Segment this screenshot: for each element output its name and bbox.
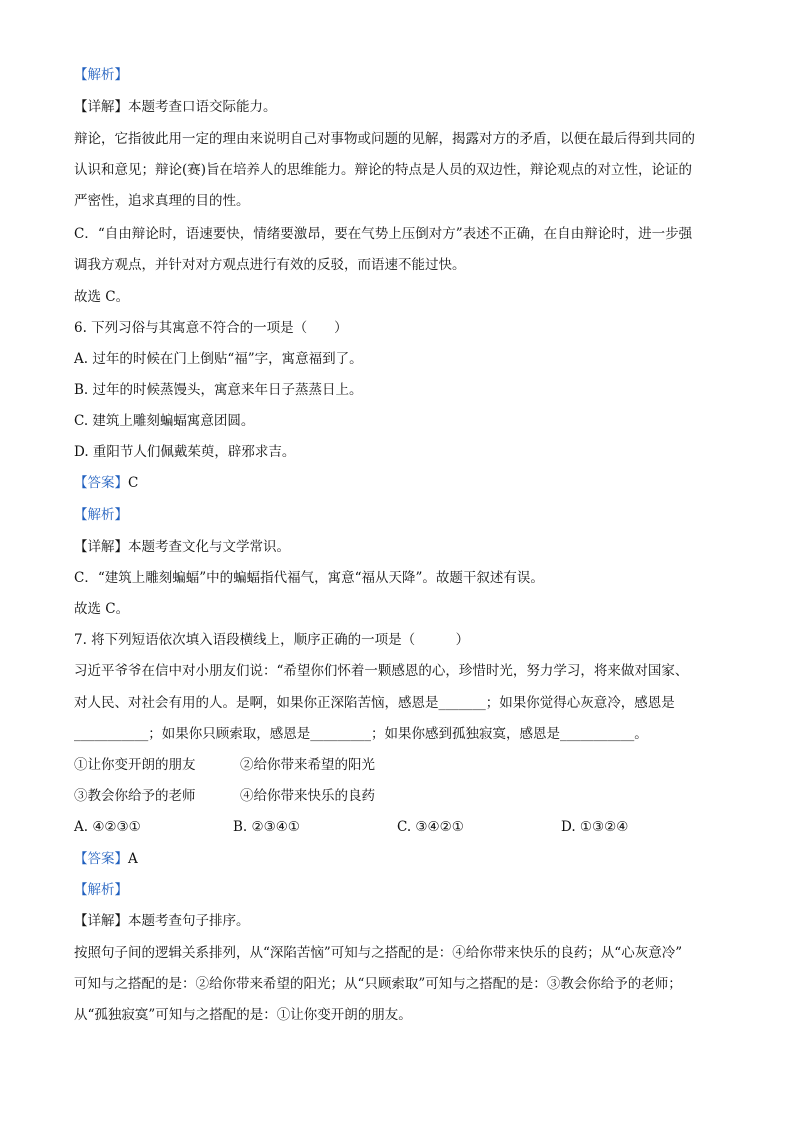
explanation-line: C．“建筑上雕刻蝙蝠”中的蝙蝠指代福气，寓意“福从天降”。故题干叙述有误。 [74, 570, 544, 586]
option-d: D. 重阳节人们佩戴茱萸，辟邪求吉。 [74, 444, 296, 460]
answer-line [74, 474, 138, 492]
answer-tag: 【答案】 [74, 851, 128, 867]
choice-c: C. ③④②① [397, 819, 464, 835]
paragraph-line: 对人民、对社会有用的人。是啊，如果你正深陷苦恼，感恩是_______；如果你觉得心灰意冷，感恩是 [74, 695, 675, 711]
detail-text: 本题考查句子排序。 [128, 913, 250, 929]
choice-b: B. ②③④① [233, 819, 300, 835]
analysis-tag-line [74, 506, 128, 524]
conclusion-line: 故选 C。 [74, 289, 130, 305]
option-c: C. 建筑上雕刻蝙蝠寓意团圆。 [74, 413, 255, 429]
paragraph-line: 严密性，追求真理的目的性。 [74, 193, 250, 209]
detail-line [74, 538, 290, 556]
detail-tag: 【详解】 [74, 539, 128, 555]
choice-a: A. ④②③① [74, 819, 141, 835]
explanation-line: 从“孤独寂寞”可知与之搭配的是：①让你变开朗的朋友。 [74, 1007, 412, 1023]
paragraph-line: 认识和意见；辩论(赛)旨在培养人的思维能力。辩论的特点是人员的双边性，辩论观点的对立性，论证的 [74, 162, 693, 178]
detail-tag: 【详解】 [74, 99, 128, 115]
answer-line [74, 850, 138, 868]
phrase-4: ④给你带来快乐的良药 [240, 788, 375, 804]
detail-line [74, 98, 277, 116]
paragraph-line: 习近平爷爷在信中对小朋友们说：“希望你们怀着一颗感恩的心，珍惜时光，努力学习，将来做对国家、 [74, 663, 689, 679]
paragraph-line: C．“自由辩论时，语速要快，情绪要激昂，要在气势上压倒对方”表述不正确，在自由辩论时，进一步强 [74, 226, 693, 242]
conclusion-line: 故选 C。 [74, 601, 130, 617]
analysis-tag: 【解析】 [74, 882, 128, 898]
explanation-line: 按照句子间的逻辑关系排列，从“深陷苦恼”可知与之搭配的是：④给你带来快乐的良药；从“心灰意冷” [74, 945, 683, 961]
analysis-tag-line [74, 881, 128, 899]
answer-value: A [128, 851, 138, 867]
question-6: 6. 下列习俗与其寓意不符合的一项是（ ） [74, 320, 348, 336]
choice-d: D. ①③②④ [561, 819, 629, 835]
phrase-2: ②给你带来希望的阳光 [240, 757, 375, 773]
analysis-tag: 【解析】 [74, 507, 128, 523]
phrase-1: ①让你变开朗的朋友 [74, 757, 196, 773]
question-7: 7. 将下列短语依次填入语段横线上，顺序正确的一项是（ ） [74, 632, 470, 648]
detail-text: 本题考查文化与文学常识。 [128, 539, 290, 555]
answer-tag: 【答案】 [74, 475, 128, 491]
option-b: B. 过年的时候蒸馒头，寓意来年日子蒸蒸日上。 [74, 382, 363, 398]
paragraph-line: ___________；如果你只顾索取，感恩是_________；如果你感到孤独寂寞，感恩是___________。 [74, 726, 648, 742]
paragraph-line: 辩论，它指彼此用一定的理由来说明自己对事物或问题的见解，揭露对方的矛盾，以便在最后得到共同的 [74, 131, 695, 147]
answer-value: C [128, 475, 139, 491]
detail-text: 本题考查口语交际能力。 [128, 99, 277, 115]
phrase-3: ③教会你给予的老师 [74, 788, 196, 804]
analysis-tag-line [74, 66, 128, 84]
paragraph-line: 调我方观点，并针对对方观点进行有效的反驳，而语速不能过快。 [74, 257, 466, 273]
detail-tag: 【详解】 [74, 913, 128, 929]
option-a: A. 过年的时候在门上倒贴“福”字，寓意福到了。 [74, 351, 363, 367]
analysis-tag: 【解析】 [74, 67, 128, 83]
detail-line [74, 912, 250, 930]
explanation-line: 可知与之搭配的是：②给你带来希望的阳光；从“只顾索取”可知与之搭配的是：③教会你给予的老师； [74, 976, 682, 992]
